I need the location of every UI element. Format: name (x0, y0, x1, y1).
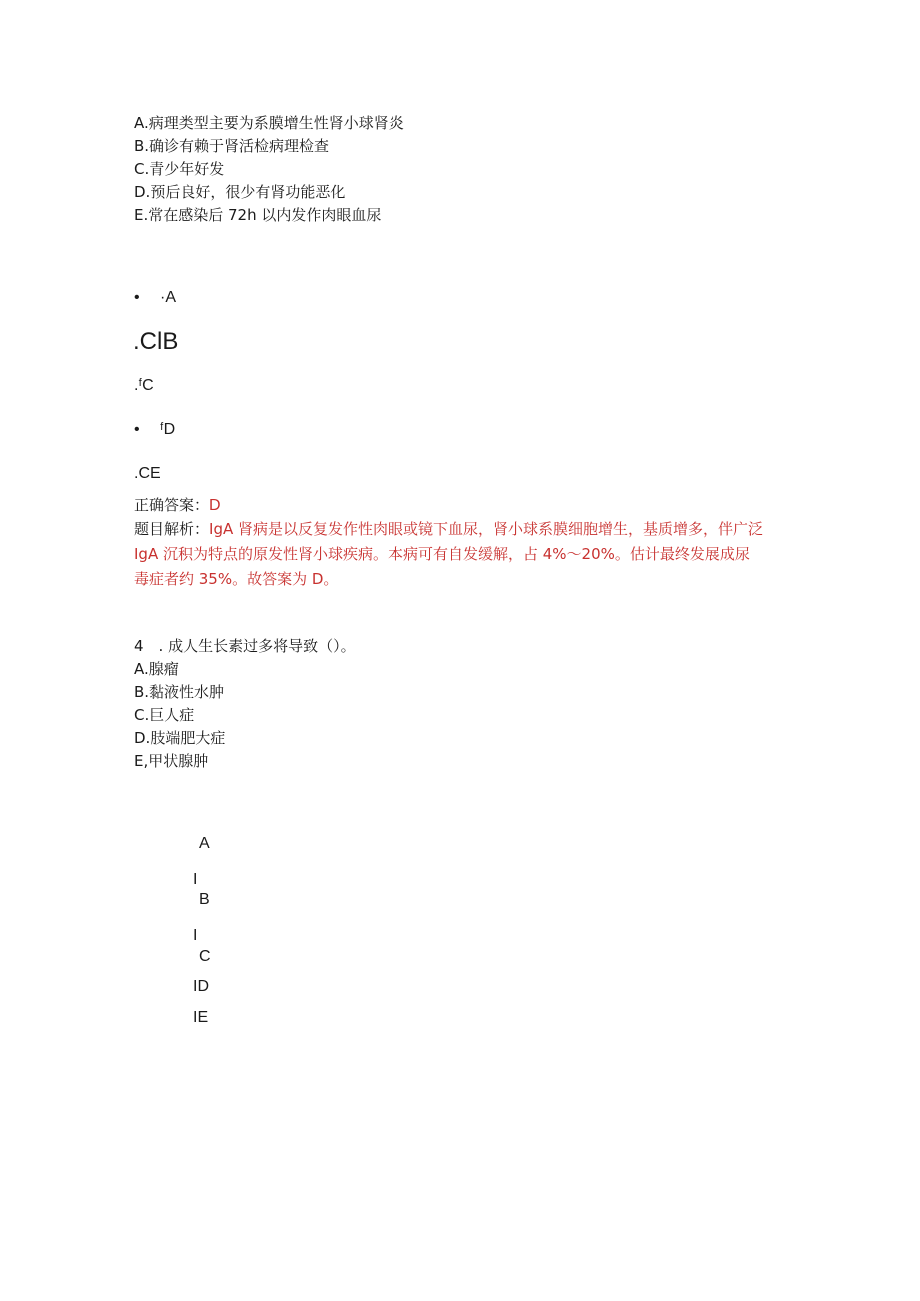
q2-choice-c[interactable]: C (199, 948, 211, 965)
choice-a-bullet: • (134, 289, 140, 306)
analysis-line-2: IgA 沉积为特点的原发性肾小球疾病。本病可有自发缓解，占 4%～20%。估计最终发展成尿 (134, 545, 750, 563)
q2-option-a: A.腺瘤 (134, 660, 179, 678)
choice-a[interactable]: ·A (160, 289, 176, 306)
q2-choice-a[interactable]: A (199, 835, 210, 852)
analysis-label: 题目解析： (134, 520, 210, 538)
q2-choice-b[interactable]: B (199, 891, 210, 908)
q2-option-c: C.巨人症 (134, 706, 195, 724)
choice-b[interactable]: .ClB (133, 328, 179, 355)
analysis-line-3: 毒症者约 35%。故答案为 D。 (134, 570, 339, 588)
q2-option-e: E,甲状腺肿 (134, 752, 209, 770)
q2-choice-d[interactable]: ID (193, 978, 209, 995)
correct-answer-label: 正确答案： (134, 496, 210, 514)
q2-choice-separator: I (193, 871, 198, 888)
q1-option-a: A.病理类型主要为系膜增生性肾小球肾炎 (134, 114, 404, 132)
q1-option-c: C.青少年好发 (134, 160, 225, 178)
correct-answer (134, 493, 221, 518)
q2-option-d: D.肢端肥大症 (134, 729, 226, 747)
correct-answer-value: D (209, 497, 221, 514)
choice-d[interactable]: ᶠD (160, 421, 176, 438)
choice-e[interactable]: .CE (134, 465, 161, 482)
q1-option-e: E.常在感染后 72h 以内发作肉眼血尿 (134, 206, 382, 224)
q1-option-d: D.预后良好，很少有肾功能恶化 (134, 183, 346, 201)
choice-d-bullet: • (134, 421, 140, 438)
q2-stem: 4 . 成人生长素过多将导致（）。 (134, 637, 356, 655)
q2-option-b: B.黏液性水肿 (134, 683, 225, 701)
analysis-line-1 (134, 517, 763, 542)
q2-choice-separator: I (193, 927, 198, 944)
analysis-text-1: IgA 肾病是以反复发作性肉眼或镜下血尿，肾小球系膜细胞增生，基质增多，伴广泛 (209, 520, 763, 538)
q1-option-b: B.确诊有赖于肾活检病理检查 (134, 137, 330, 155)
choice-c[interactable]: .ᶠC (134, 377, 154, 394)
q2-choice-e[interactable]: IE (193, 1009, 209, 1026)
